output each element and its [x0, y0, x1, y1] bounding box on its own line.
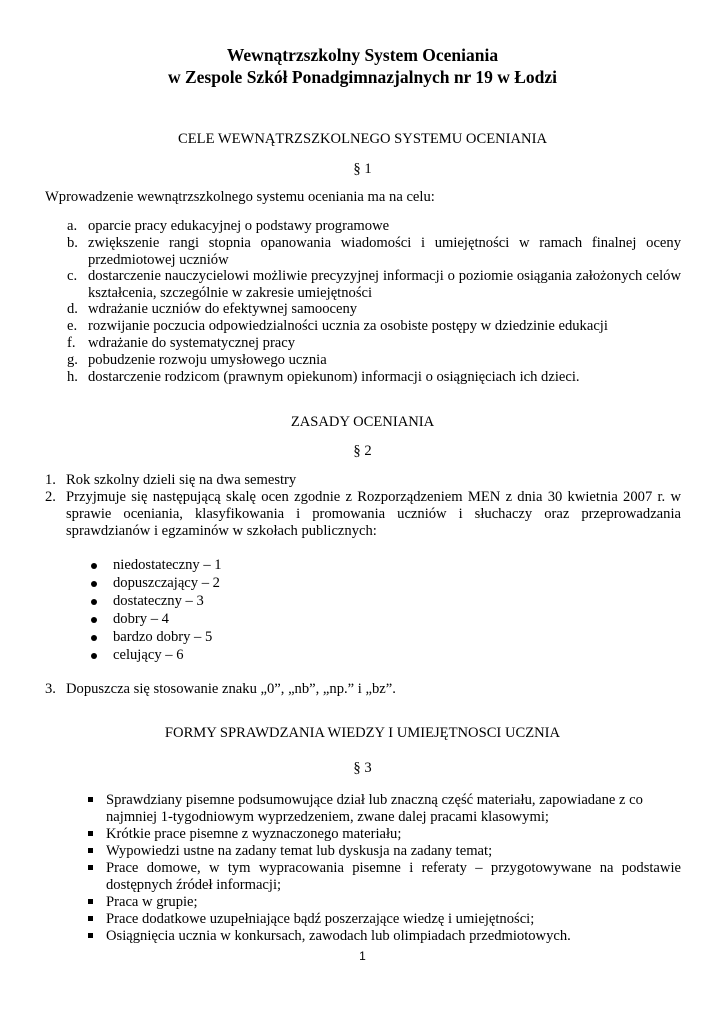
grade-item: bardzo dobry – 5 [113, 629, 213, 645]
section-3-heading: FORMY SPRAWDZANIA WIEDZY I UMIEJĘTNOSCI UCZNIA [164, 725, 561, 741]
list-marker: b. [67, 235, 78, 251]
list-marker: a. [67, 218, 78, 234]
section-2-heading: ZASADY OCENIANIA [290, 414, 435, 430]
bullet-icon [88, 865, 93, 870]
list-item: Dopuszcza się stosowanie znaku „0”, „nb”, „np.” i „bz”. [66, 681, 396, 697]
list-marker: c. [67, 268, 78, 284]
grade-item: dostateczny – 3 [113, 593, 204, 609]
grade-item: dopuszczający – 2 [113, 575, 220, 591]
list-item: Rok szkolny dzieli się na dwa semestry [66, 472, 297, 488]
list-item: wdrażanie do systematycznej pracy [88, 335, 296, 351]
grade-item: niedostateczny – 1 [113, 557, 222, 573]
list-item: Osiągnięcia ucznia w konkursach, zawodach lub olimpiadach przedmiotowych. [106, 928, 571, 944]
list-item: pobudzenie rozwoju umysłowego ucznia [88, 352, 327, 368]
bullet-icon [88, 797, 93, 802]
bullet-icon [91, 599, 97, 605]
list-marker: e. [67, 318, 78, 334]
list-marker: 2. [45, 489, 56, 505]
list-item: dostarczenie nauczycielowi możliwie precyzyjnej informacji o poziomie osiągania założonych celów kształcenia, szczególnie w zakresie umiejętności [88, 268, 681, 301]
list-item: Praca w grupie; [106, 894, 198, 910]
list-marker: g. [67, 352, 78, 368]
section-1-heading: CELE WEWNĄTRZSZKOLNEGO SYSTEMU OCENIANIA [178, 131, 547, 147]
bullet-icon [88, 916, 93, 921]
list-item: Prace dodatkowe uzupełniające bądź poszerzające wiedzę i umiejętności; [106, 911, 535, 927]
section-3-paragraph-sign: § 3 [353, 760, 372, 776]
list-item: zwiększenie rangi stopnia opanowania wiadomości i umiejętności w ramach finalnej oceny przedmiotowej uczniów [88, 235, 681, 268]
bullet-icon [91, 635, 97, 641]
bullet-icon [88, 899, 93, 904]
list-marker: f. [67, 335, 76, 351]
section-1-paragraph-sign: § 1 [353, 161, 372, 177]
bullet-icon [91, 581, 97, 587]
bullet-icon [91, 617, 97, 623]
grade-item: celujący – 6 [113, 647, 184, 663]
bullet-icon [88, 933, 93, 938]
list-item: dostarczenie rodzicom (prawnym opiekunom) informacji o osiągnięciach ich dzieci. [88, 369, 580, 385]
list-item: Wypowiedzi ustne na zadany temat lub dyskusja na zadany temat; [106, 843, 493, 859]
bullet-icon [91, 653, 97, 659]
list-item: oparcie pracy edukacyjnej o podstawy programowe [88, 218, 390, 234]
list-marker: 3. [45, 681, 56, 697]
list-marker: d. [67, 301, 78, 317]
list-item: Przyjmuje się następującą skalę ocen zgodnie z Rozporządzeniem MEN z dnia 30 kwietnia 2007 r. w sprawie oceniania, klasyfikowania i promowania uczniów i słuchaczy oraz przeprowadzania sprawdzianów i egzaminów w szkołach publicznych: [66, 489, 681, 539]
list-item: rozwijanie poczucia odpowiedzialności ucznia za osobiste postępy w dziedzinie edukacji [88, 318, 608, 334]
bullet-icon [88, 848, 93, 853]
grade-item: dobry – 4 [113, 611, 169, 627]
document-title-line-1: Wewnątrzszkolny System Oceniania [226, 45, 499, 65]
bullet-icon [91, 563, 97, 569]
document-title-line-2: w Zespole Szkół Ponadgimnazjalnych nr 19 w Łodzi [167, 67, 558, 87]
section-2-paragraph-sign: § 2 [353, 443, 372, 459]
section-1-intro: Wprowadzenie wewnątrzszkolnego systemu oceniania ma na celu: [45, 189, 435, 205]
bullet-icon [88, 831, 93, 836]
list-marker: 1. [45, 472, 56, 488]
list-item: Krótkie prace pisemne z wyznaczonego materiału; [106, 826, 402, 842]
list-item: Sprawdziany pisemne podsumowujące dział lub znaczną część materiału, zapowiadane z co najmniej 1-tygodniowym wyprzedzeniem, zwane dalej pracami klasowymi; [106, 792, 643, 825]
list-marker: h. [67, 369, 78, 385]
list-item: wdrażanie uczniów do efektywnej samooceny [88, 301, 358, 317]
page-number: 1 [359, 949, 366, 963]
list-item: Prace domowe, w tym wypracowania pisemne i referaty – przygotowywane na podstawie dostępnych źródeł informacji; [106, 860, 681, 893]
